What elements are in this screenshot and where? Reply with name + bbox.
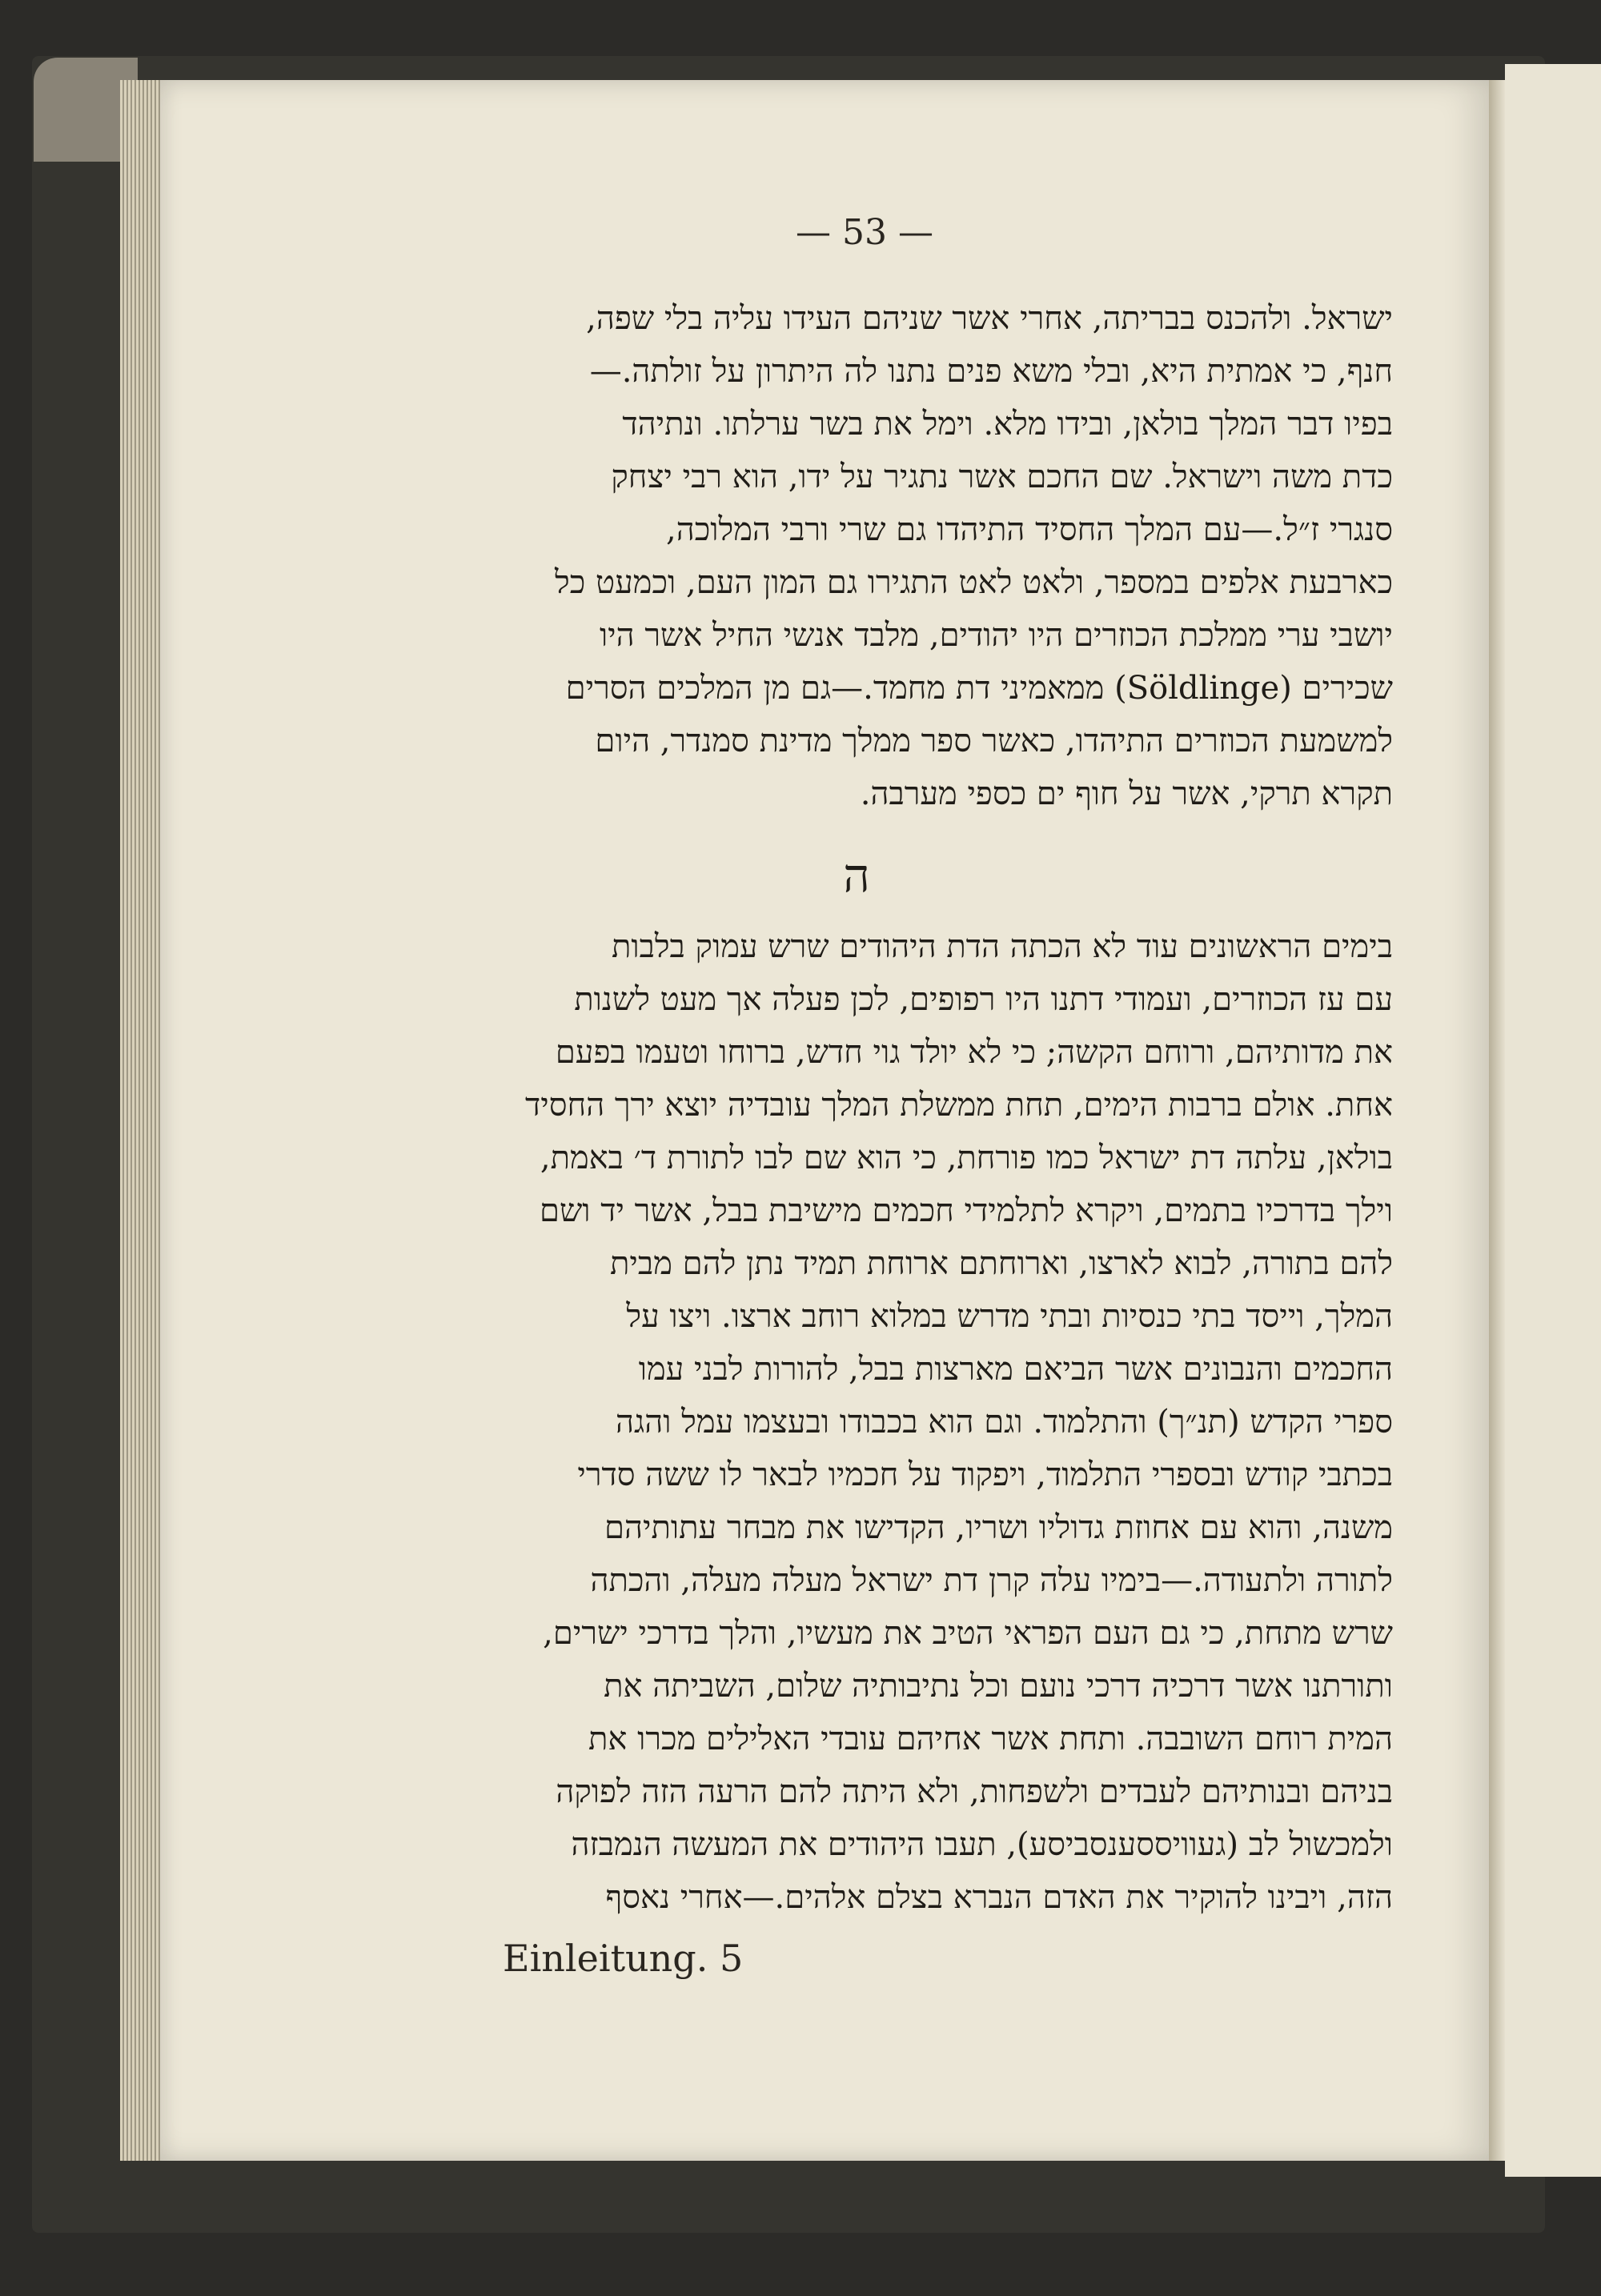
text-line: הזה, ויבינו להוקיר את האדם הנברא בצלם אלהים.—אחרי נאסף bbox=[605, 1879, 1393, 1916]
facing-page bbox=[1505, 64, 1601, 2177]
text-line: כארבעת אלפים במספר, ולאט לאט התגירו גם המון העם, וכמעט כל bbox=[555, 564, 1393, 601]
text-line: כדת משה וישראל. שם החכם אשר נתגיר על ידו, הוא רבי יצחק bbox=[611, 459, 1393, 495]
text-line: לתורה ולתעודה.—בימיו עלה קרן דת ישראל מעלה מעלה, והכתה bbox=[590, 1562, 1393, 1599]
page-number: — 53 — bbox=[796, 212, 933, 253]
printer-signature: Einleitung. 5 bbox=[503, 1937, 744, 1980]
text-line: חנף, כי אמתית היא, ובלי משא פנים נתנו לה היתרון על זולתה.— bbox=[589, 353, 1393, 390]
text-line: המלך, וייסד בתי כנסיות ובתי מדרש במלוא רוחב ארצו. ויצו על bbox=[626, 1298, 1393, 1335]
text-line: להם בתורה, לבוא לארצו, וארוחתם ארוחת תמיד נתן להם מבית bbox=[610, 1245, 1393, 1282]
text-line: למשמעת הכוזרים התיהדו, כאשר ספר ממלך מדינת סמנדר, היום bbox=[595, 723, 1393, 759]
text-line: בימים הראשונים עוד לא הכתה הדת היהודים שרש עמוק בלבות bbox=[611, 928, 1393, 965]
text-line: סנגרי ז״ל.—עם המלך החסיד התיהדו גם שרי ורבי המלוכה, bbox=[665, 511, 1393, 548]
text-line: בניהם ובנותיהם לעבדים ולשפחות, ולא היתה להם הרעה הזה לפוקה bbox=[556, 1773, 1393, 1810]
text-line: בפיו דבר המלך בולאן, ובידו מלא. וימל את בשר ערלתו. ונתיהד bbox=[622, 406, 1393, 443]
text-line: שכירים (Söldlinge) ממאמיני דת מחמד.—גם מן המלכים הסרים bbox=[565, 670, 1393, 707]
paragraph-1 bbox=[352, 292, 1393, 820]
text-line: וילך בדרכיו בתמים, ויקרא לתלמידי חכמים מישיבת בבל, אשר יד ושם bbox=[540, 1192, 1393, 1229]
text-line: ישראל. ולהכנס בבריתה, אחרי אשר שניהם העידו עליה בלי שפה, bbox=[586, 300, 1393, 337]
text-line: ספרי הקדש (תנ״ך) והתלמוד. וגם הוא בכבודו ובעצמו עמל והגה bbox=[616, 1404, 1393, 1441]
text-line: יושבי ערי ממלכת הכוזרים היו יהודים, מלבד אנשי החיל אשר היו bbox=[599, 617, 1393, 654]
text-line: המית רוחם השובבה. ותחת אשר אחיהם עובדי האלילים מכרו את bbox=[588, 1721, 1393, 1757]
text-line: ותורתנו אשר דרכיה דרכי נועם וכל נתיבותיה שלום, השביתה את bbox=[604, 1668, 1393, 1705]
text-line: תקרא תרקי, אשר על חוף ים כספי מערבה. bbox=[860, 775, 1393, 812]
text-line: אחת. אולם ברבות הימים, תחת ממשלת המלך עובדיה יוצא ירך החסיד bbox=[525, 1087, 1393, 1124]
text-line: את מדותיהם, ורוחם הקשה; כי לא יולד גוי חדש, ברוחו וטעמו בפעם bbox=[555, 1034, 1393, 1071]
text-line: עם עז הכוזרים, ועמודי דתנו היו רפופים, לכן פעלה אך מעט לשנות bbox=[574, 981, 1393, 1018]
section-heading: ה bbox=[843, 848, 870, 903]
text-line: בכתבי קודש ובספרי התלמוד, ויפקוד על חכמיו לבאר לו ששה סדרי bbox=[577, 1457, 1393, 1493]
text-line: שרש מתחת, כי גם העם הפראי הטיב את מעשיו, והלך בדרכי ישרים, bbox=[543, 1615, 1393, 1652]
text-line: בולאן, עלתה דת ישראל כמו פורחת, כי הוא שם לבו לתורת ד׳ באמת, bbox=[540, 1140, 1393, 1176]
text-line: משנה, והוא עם אחוזת גדוליו ושריו, הקדישו את מבחר עתותיהם bbox=[604, 1509, 1393, 1546]
paragraph-2 bbox=[352, 920, 1393, 1924]
text-line: ולמכשול לב (געוויססענסביסע), תעבו היהודים את המעשה הנמבזה bbox=[571, 1826, 1393, 1863]
page-gutter bbox=[1489, 80, 1505, 2161]
text-line: החכמים והנבונים אשר הביאם מארצות בבל, להורות לבני עמו bbox=[638, 1351, 1393, 1388]
